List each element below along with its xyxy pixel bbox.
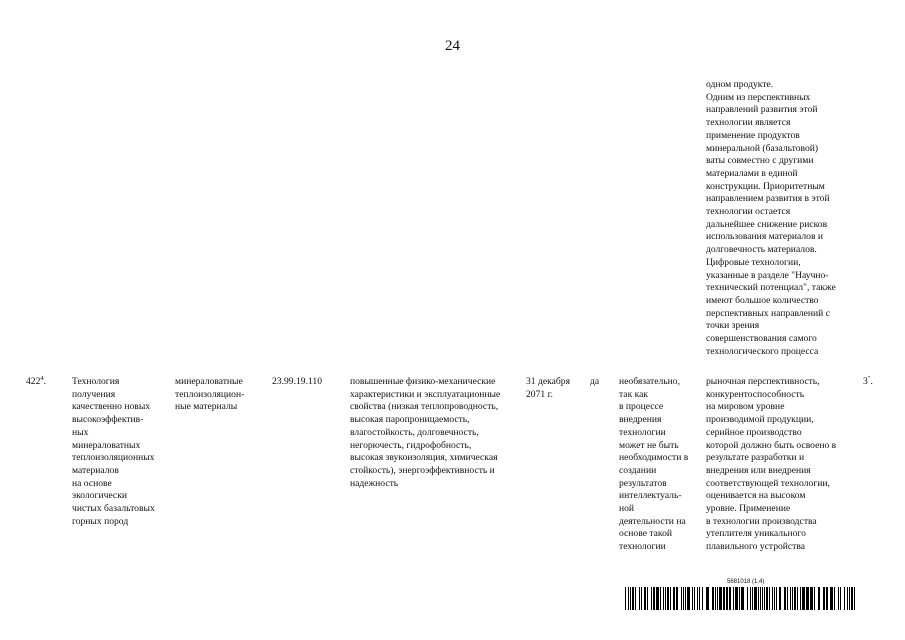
barcode-bar (670, 587, 671, 610)
barcode-bar (729, 587, 731, 610)
barcode-bar (760, 587, 761, 610)
barcode-bar (639, 587, 640, 610)
barcode-bar (706, 587, 709, 610)
barcode-bar (834, 587, 835, 610)
barcode-bar (699, 587, 700, 610)
barcode-bar (644, 587, 646, 610)
barcode-bar (794, 587, 796, 610)
barcode-bar (826, 587, 828, 610)
barcode-bar (774, 587, 775, 610)
barcode-bar (673, 587, 675, 610)
properties-cell: повышенные физико-механические характеристики и эксплуатационные свойства (низкая теплопроводность, высокая паропроницаемость, влагостойкость, долговечность, негорючесть, гидрофобность, высокая звукоизоляция, химическая стойкость), энергоэффективность и надежность (350, 376, 501, 489)
barcode-bar (847, 587, 848, 610)
closing-quote: " (867, 374, 871, 382)
barcode-bar (823, 587, 825, 610)
barcode-bar (802, 587, 805, 610)
barcode-bar (687, 587, 690, 610)
barcode-bar (814, 587, 815, 610)
barcode-bar (844, 587, 845, 610)
barcode-bar (741, 587, 744, 610)
barcode-bar (787, 587, 788, 610)
barcode-bar (660, 587, 661, 610)
barcode-bar (806, 587, 809, 610)
barcode-bar (772, 587, 773, 610)
barcode-bar (719, 587, 722, 610)
barcode-bar (717, 587, 718, 610)
continuation-text: одном продукте. Одним из перспективных направлений развития этой технологии является применение продуктов минеральной (базальтовой) ваты совместно с другими материалами в единой конструкции. Приоритетным направлением развития в этой технологии остается дальнейшее снижение рисков использования материалов и долговечность материалов. Цифровые технологии, указанные в разделе "Научно- технический потенциал", также имеют большое количество перспективных направлений с точки зрения совершенствования самого технологического процесса (706, 79, 836, 357)
barcode-bar (840, 587, 841, 610)
okpd-code: 23.99.19.110 (272, 376, 323, 387)
barcode-bar (628, 587, 629, 610)
barcode-bar (641, 587, 642, 610)
row-number-value: 422 (26, 376, 41, 387)
barcode-bar (694, 587, 695, 610)
date-cell: 31 декабря 2071 г. (526, 376, 570, 400)
barcode-bar (750, 587, 751, 610)
market-cell: рыночная перспективность, конкурентоспособность на мировом уровне производимой продукции, серийное производство которой должно быть освоено в результате разработки и внедрения или внедрения соответствующей технологии, оценивается на высоком уровне. Применение в технологии производства утеплителя уникального плавильного устройства (706, 376, 837, 553)
barcode-bar (712, 587, 714, 610)
barcode-bar (779, 587, 781, 610)
barcode-bar (769, 587, 770, 610)
barcode-bar (733, 587, 734, 610)
barcode-bar (754, 587, 757, 610)
barcode-bar (810, 587, 813, 610)
barcode-bar (830, 587, 833, 610)
products-cell: минераловатные теплоизоляцион- ные материалы (175, 376, 245, 413)
row-number-footnote: 4 (40, 374, 44, 382)
barcode-bar (849, 587, 850, 610)
barcode-bar (776, 587, 777, 610)
barcode-bar (784, 587, 786, 610)
closing-mark (863, 376, 891, 389)
barcode-bar (723, 587, 725, 610)
closing-value: 3 (863, 376, 868, 387)
barcode-bar (692, 587, 693, 610)
barcode-bar (797, 587, 798, 610)
barcode-bar (715, 587, 716, 610)
barcode-bar (653, 587, 655, 610)
barcode-bar (766, 587, 768, 610)
barcode-bar (702, 587, 703, 610)
barcode (625, 587, 855, 610)
barcode-bar (790, 587, 791, 610)
barcode-bar (625, 587, 626, 610)
barcode-bar (683, 587, 684, 610)
row-number-suffix: . (43, 376, 47, 387)
barcode-bar (818, 587, 820, 610)
barcode-bar (758, 587, 759, 610)
necessity-cell: необязательно, так как в процессе внедрения технологии может не быть необходимости в создании результатов интеллектуаль- ной деятельности на основе такой технологии (619, 376, 689, 553)
barcode-bar (752, 587, 753, 610)
barcode-bar (630, 587, 631, 610)
page-number: 24 (445, 38, 460, 54)
barcode-bar (792, 587, 793, 610)
barcode-bar (697, 587, 698, 610)
closing-suffix: . (870, 376, 873, 387)
barcode-bar (632, 587, 634, 610)
barcode-bar (851, 587, 853, 610)
barcode-bar (635, 587, 636, 610)
barcode-bar (681, 587, 682, 610)
barcode-bar (735, 587, 738, 610)
barcode-bar (663, 587, 664, 610)
barcode-bar (838, 587, 839, 610)
barcode-label: 5681018 (1.4) (727, 579, 765, 585)
to-label: да (590, 376, 600, 387)
barcode-bar (739, 587, 740, 610)
barcode-bar (651, 587, 652, 610)
barcode-bar (647, 587, 648, 610)
barcode-bar (854, 587, 855, 610)
barcode-bar (667, 587, 669, 610)
barcode-bar (656, 587, 659, 610)
barcode-bar (665, 587, 666, 610)
technology-name: Технология получения качественно новых высокоэффектив- ных минераловатных теплоизоляционных материалов на основе экологически чистых базальтовых горных пород (72, 376, 155, 527)
row-number (26, 376, 66, 389)
barcode-bar (747, 587, 748, 610)
barcode-bar (685, 587, 686, 610)
barcode-bar (726, 587, 728, 610)
barcode-bar (762, 587, 763, 610)
barcode-bar (764, 587, 765, 610)
barcode-bar (800, 587, 801, 610)
barcode-bar (676, 587, 678, 610)
